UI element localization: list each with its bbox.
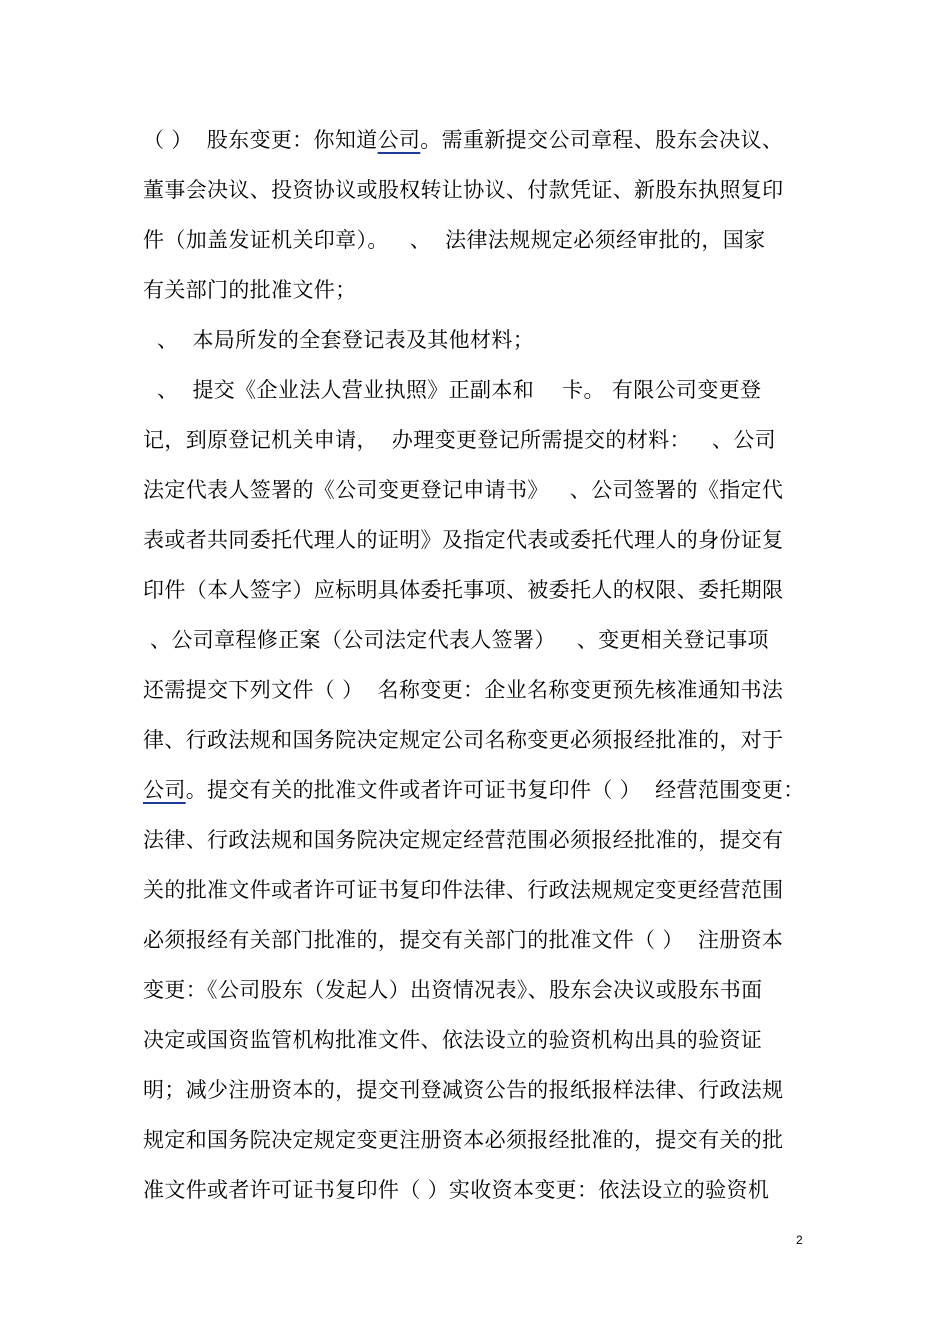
text-run: （ ） 股东变更：你知道 [143,128,378,152]
text-line [143,924,783,956]
text-run: 关的批准文件或者许可证书复印件法律、行政法规规定变更经营范围 [143,878,784,902]
text-line [143,724,784,756]
text-line [143,324,534,356]
text-run: 变更：《公司股东（发起人）出资情况表》、股东会决议或股东书面 [143,978,763,1002]
text-run: 必须报经有关部门批准的，提交有关部门的批准文件（ ） 注册资本 [143,928,784,952]
text-run: 还需提交下列文件（ ） 名称变更：企业名称变更预先核准通知书法 [143,678,784,702]
text-run: 法律、行政法规和国务院决定规定经营范围必须报经批准的，提交有 [143,828,784,852]
text-line [143,374,761,406]
page-number: 2 [796,1233,803,1247]
text-line [143,1024,762,1056]
text-line [143,574,784,606]
text-line [143,824,784,856]
text-line [143,674,783,706]
text-run: 表或者共同委托代理人的证明》及指定代表或委托代理人的身份证复 [143,528,784,552]
text-run: 。提交有关的批准文件或者许可证书复印件（ ） 经营范围变更： [185,778,805,802]
text-run: 规定和国务院决定规定变更注册资本必须报经批准的，提交有关的批 [143,1128,784,1152]
text-run: 有关部门的批准文件； [143,278,357,302]
text-run: 印件（本人签字）应标明具体委托事项、被委托人的权限、委托期限 [143,578,784,602]
text-run: 、 本局所发的全套登记表及其他材料； [143,328,535,352]
text-run: 。需重新提交公司章程、股东会决议、 [420,128,784,152]
text-run: 件（加盖发证机关印章）。 、 法律法规规定必须经审批的，国家 [143,228,766,252]
text-line [143,474,783,506]
text-run: 、公司章程修正案（公司法定代表人签署） 、变更相关登记事项 [143,628,769,652]
text-run: 记，到原登记机关申请， 办理变更登记所需提交的材料： 、公司 [143,428,776,452]
text-line [143,874,784,906]
text-run: 董事会决议、投资协议或股权转让协议、付款凭证、新股东执照复印 [143,178,784,202]
text-line [143,174,784,206]
text-run: 决定或国资监管机构批准文件、依法设立的验资机构出具的验资证 [143,1028,763,1052]
company-link[interactable]: 公司 [377,128,421,152]
text-line [143,274,357,306]
text-line [143,524,784,556]
text-line [143,774,805,806]
text-line [143,1174,769,1206]
text-line [143,1074,784,1106]
text-run: 法定代表人签署的《公司变更登记申请书》 、公司签署的《指定代 [143,478,784,502]
text-run: 准文件或者许可证书复印件（ ）实收资本变更：依法设立的验资机 [143,1178,770,1202]
text-line [143,424,776,456]
text-line [143,124,783,156]
text-line [143,1124,784,1156]
text-line [143,224,765,256]
text-line [143,974,763,1006]
text-line [143,624,769,656]
company-link[interactable]: 公司 [143,778,186,802]
text-run: 明；减少注册资本的，提交刊登减资公告的报纸报样法律、行政法规 [143,1078,784,1102]
text-run: 律、行政法规和国务院决定规定公司名称变更必须报经批准的，对于 [143,728,784,752]
text-run: 、 提交《企业法人营业执照》正副本和 卡。 有限公司变更登 [143,378,762,402]
